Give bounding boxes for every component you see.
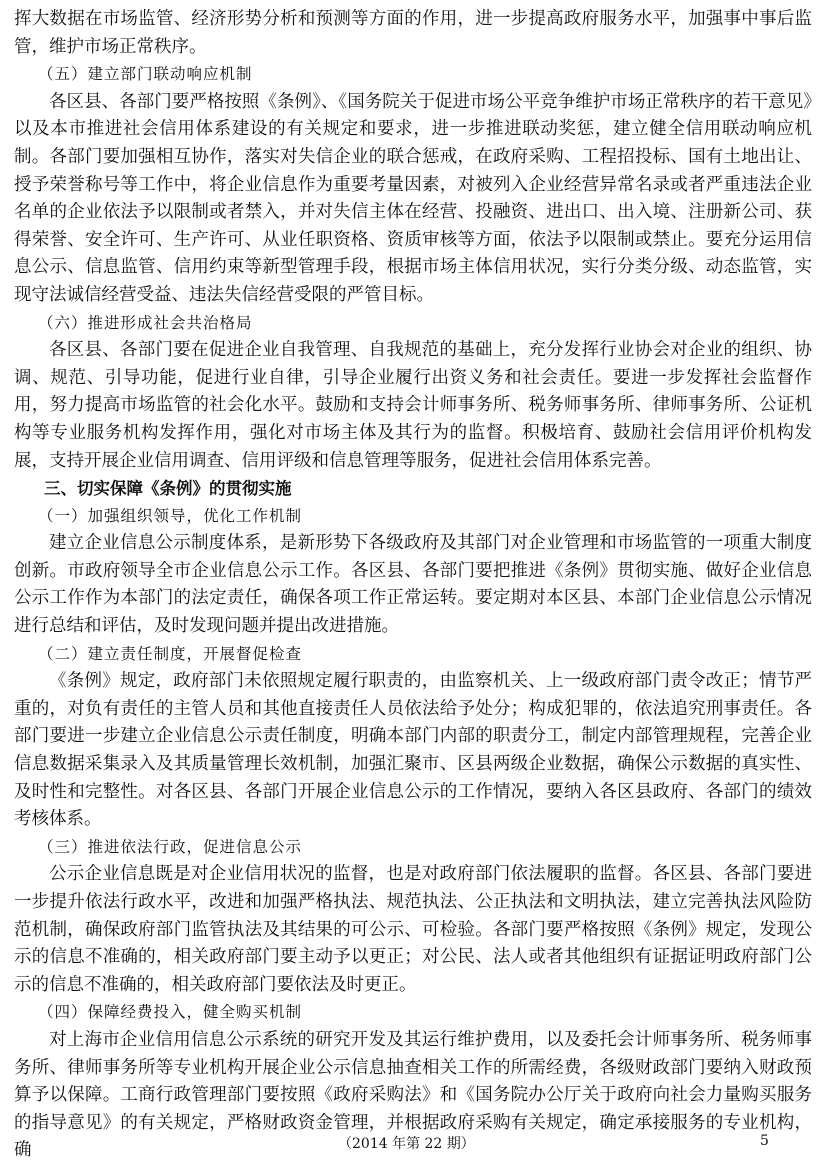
paragraph: 公示企业信息既是对企业信用状况的监督，也是对政府部门依法履职的监督。各区县、各部门要进一步提升依法行政水平，改进和加强严格执法、规范执法、公正执法和文明执法，建立完善执法风险防范机制，确保政府部门监管执法及其结果的可公示、可检验。各部门要严格按照《条例》规定，发现公示的信息不准确的，相关政府部门要主动予以更正；对公民、法人或者其他组织有证据证明政府部门公示的信息不准确的，相关政府部门要依法及时更正。 — [14, 864, 812, 995]
subheading-5-linkage-mechanism: （五）建立部门联动响应机制 — [38, 65, 253, 84]
subheading-2-responsibility: （二）建立责任制度，开展督促检查 — [38, 644, 303, 663]
paragraph: 各区县、各部门要在促进企业自我管理、自我规范的基础上，充分发挥行业协会对企业的组织、协调、规范、引导功能，促进行业自律，引导企业履行出资义务和社会责任。要进一步发挥社会监督作用，努力提高市场监管的社会化水平。鼓励和支持会计师事务所、税务师事务所、律师事务所、公证机构等专业服务机构发挥作用，强化对市场主体及其行为的监督。积极培育、鼓励社会信用评价机构发展，支持开展企业信用调查、信用评级和信息管理等服务，促进社会信用体系完善。 — [14, 340, 812, 471]
subheading-6-social-governance: （六）推进形成社会共治格局 — [38, 313, 253, 332]
page-number: 5 — [760, 1133, 769, 1149]
subheading-3-law-based-admin: （三）推进依法行政，促进信息公示 — [38, 837, 303, 856]
subheading-4-funding: （四）保障经费投入，健全购买机制 — [38, 1003, 303, 1022]
section-heading-3: 三、切实保障《条例》的贯彻实施 — [44, 479, 292, 499]
paragraph: 各区县、各部门要严格按照《条例》、《国务院关于促进市场公平竞争维护市场正常秩序的若干意见》以及本市推进社会信用体系建设的有关规定和要求，进一步推进联动奖惩，建立健全信用联动响应机制。各部门要加强相互协作，落实对失信企业的联合惩戒，在政府采购、工程招投标、国有土地出让、授予荣誉称号等工作中，将企业信息作为重要考量因素，对被列入企业经营异常名录或者严重违法企业名单的企业依法予以限制或者禁入，并对失信主体在经营、投融资、进出口、出入境、注册新公司、获得荣誉、安全许可、生产许可、从业任职资格、资质审核等方面，依法予以限制或禁止。要充分运用信息公示、信息监管、信用约束等新型管理手段，根据市场主体信用状况，实行分类分级、动态监管，实现守法诚信经营受益、违法失信经营受限的严管目标。 — [14, 91, 812, 305]
paragraph: 《条例》规定，政府部门未依照规定履行职责的，由监察机关、上一级政府部门责令改正；情节严重的，对负有责任的主管人员和其他直接责任人员依法给予处分；构成犯罪的，依法追究刑事责任。各部门要进一步建立企业信息公示责任制度，明确本部门内部的职责分工，制定内部管理规程，完善企业信息数据采集录入及其质量管理长效机制，加强汇聚市、区县两级企业数据，确保公示数据的真实性、及时性和完整性。对各区县、各部门开展企业信息公示的工作情况，要纳入各区县政府、各部门的绩效考核体系。 — [14, 671, 812, 830]
paragraph-continuation: 挥大数据在市场监管、经济形势分析和预测等方面的作用，进一步提高政府服务水平，加强事中事后监管，维护市场正常秩序。 — [14, 9, 812, 57]
document-body — [14, 6, 812, 1165]
subheading-1-leadership: （一）加强组织领导，优化工作机制 — [38, 506, 303, 525]
paragraph: 建立企业信息公示制度体系，是新形势下各级政府及其部门对企业管理和市场监管的一项重大制度创新。市政府领导全市企业信息公示工作。各区县、各部门要把推进《条例》贯彻实施、做好企业信息公示工作作为本部门的法定责任，确保各项工作正常运转。要定期对本区县、本部门企业信息公示情况进行总结和评估，及时发现问题并提出改进措施。 — [14, 533, 812, 637]
paragraph: 对上海市企业信用信息公示系统的研究开发及其运行维护费用，以及委托会计师事务所、税务师事务所、律师事务所等专业机构开展企业公示信息抽查相关工作的所需经费，各级财政部门要纳入财政预算予以保障。工商行政管理部门要按照《政府采购法》和《国务院办公厅关于政府向社会力量购买服务的指导意见》的有关规定，严格财政资金管理，并根据政府采购有关规定，确定承接服务的专业机构，确 — [14, 1029, 812, 1161]
page-footer — [0, 1133, 827, 1157]
issue-label: （2014 年第 22 期） — [338, 1136, 475, 1152]
